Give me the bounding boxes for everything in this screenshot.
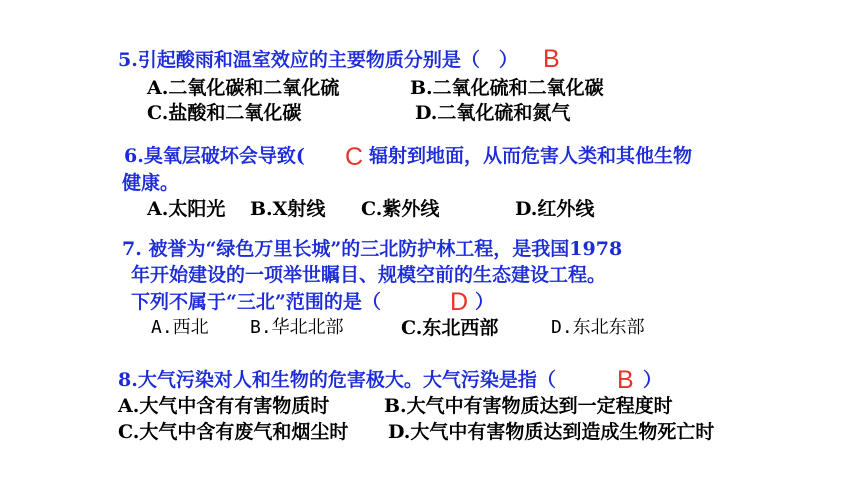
q8-answer: B bbox=[617, 366, 634, 394]
q5-answer: B bbox=[543, 45, 560, 73]
q6-answer: C bbox=[345, 143, 364, 171]
q6-option-d: D.红外线 bbox=[515, 198, 595, 220]
q7-answer: D bbox=[450, 288, 469, 316]
q5-option-d: D.二氧化硫和氮气 bbox=[415, 102, 571, 124]
q6-option-a: A.太阳光 bbox=[147, 198, 226, 220]
q8-option-c: C.大气中含有废气和烟尘时 bbox=[118, 421, 349, 443]
q7-option-c: C.东北西部 bbox=[401, 317, 499, 339]
q5-option-b: B.二氧化硫和二氧化碳 bbox=[410, 77, 604, 99]
q7-option-a: A.西北 bbox=[151, 317, 209, 338]
q8-stem-end: ） bbox=[643, 369, 663, 391]
q5-stem: 5.引起酸雨和温室效应的主要物质分别是（ ） bbox=[118, 49, 518, 71]
q7-stem-line3-end: ） bbox=[475, 291, 495, 313]
q7-stem-line3-start: 下列不属于“三北”范围的是（ bbox=[131, 291, 381, 313]
q5-option-c: C.盐酸和二氧化碳 bbox=[147, 102, 302, 124]
q7-option-b: B.华北北部 bbox=[250, 317, 344, 338]
q6-option-b: B.X射线 bbox=[250, 198, 326, 220]
q8-stem-start: 8.大气污染对人和生物的危害极大。大气污染是指（ bbox=[118, 369, 556, 391]
q8-option-d: D.大气中有害物质达到造成生物死亡时 bbox=[388, 421, 715, 443]
q6-stem-start: 6.臭氧层破坏会导致( bbox=[124, 145, 305, 167]
q5-option-a: A.二氧化碳和二氧化硫 bbox=[147, 77, 340, 99]
q7-stem-line1: 7. 被誉为“绿色万里长城”的三北防护林工程，是我国1978 bbox=[122, 238, 623, 260]
q8-option-b: B.大气中有害物质达到一定程度时 bbox=[384, 395, 673, 417]
q6-option-c: C.紫外线 bbox=[361, 198, 440, 220]
q7-option-d: D.东北东部 bbox=[551, 317, 645, 338]
q6-stem-end: 辐射到地面，从而危害人类和其他生物 bbox=[369, 145, 693, 167]
q8-option-a: A.大气中含有有害物质时 bbox=[118, 395, 330, 417]
q6-stem-line2: 健康。 bbox=[122, 172, 180, 194]
q7-stem-line2: 年开始建设的一项举世瞩目、规模空前的生态建设工程。 bbox=[131, 264, 607, 286]
